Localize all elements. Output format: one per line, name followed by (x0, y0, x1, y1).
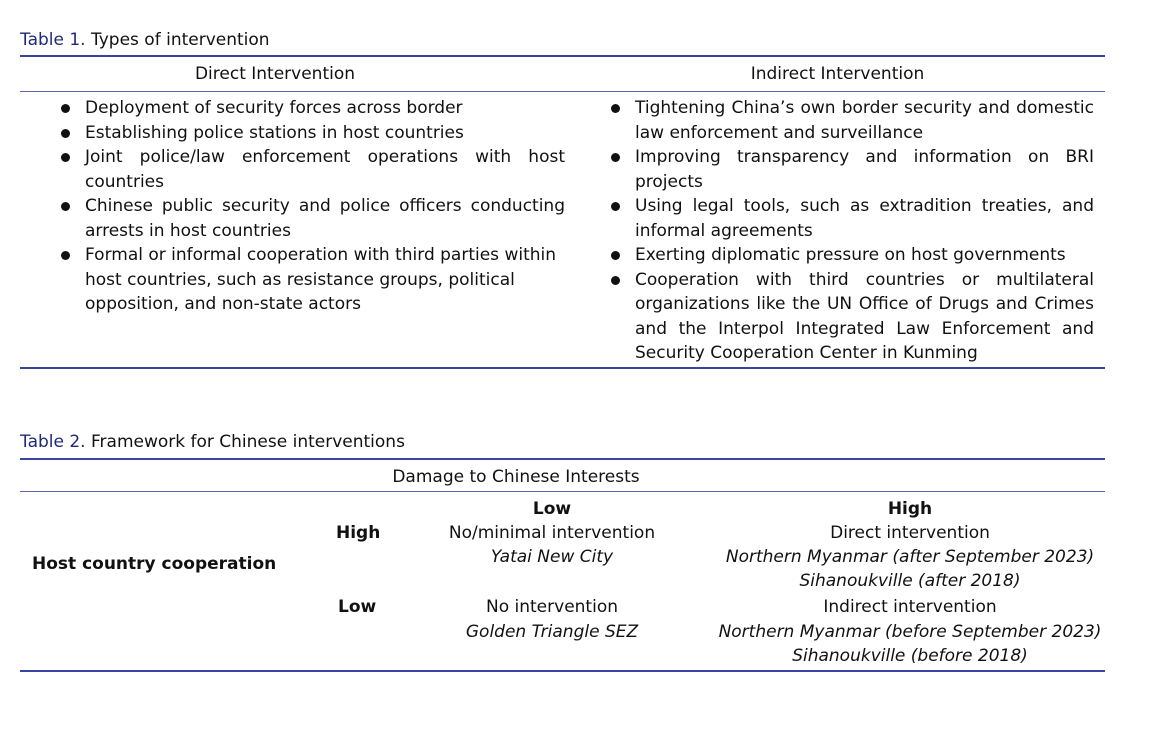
cell-low-high-example-1: Northern Myanmar (before September 2023) (718, 622, 1102, 642)
table2-spanner-header: Damage to Chinese Interests (392, 467, 640, 487)
table2-col-high: High (887, 499, 933, 519)
cell-low-high-example-2: Sihanoukville (before 2018) (792, 646, 1028, 666)
table1-caption (20, 30, 270, 50)
direct-intervention-list (59, 96, 565, 317)
table1-top-rule (20, 55, 1105, 57)
table1-label: Table 1. (20, 30, 86, 50)
table1-title: Types of intervention (91, 30, 270, 50)
table2-top-rule (20, 458, 1105, 460)
list-item: Improving transparency and information on BRI projects (609, 145, 1094, 194)
indirect-intervention-list (609, 96, 1094, 366)
table1-header-rule (20, 91, 1105, 92)
cell-low-low-example: Golden Triangle SEZ (465, 622, 639, 642)
table2-caption (20, 432, 405, 452)
table2-row-low: Low (338, 597, 377, 617)
table1-header-direct: Direct Intervention (194, 64, 356, 84)
table1-bottom-rule (20, 367, 1105, 369)
list-item: Cooperation with third countries or multilateral organizations like the UN Office of Drugs and Crimes and the Interpol Integrated Law Enforcement and Security Cooperation Center in Kunming (609, 268, 1094, 366)
cell-high-high-title: Direct intervention (830, 523, 990, 543)
cell-high-high-example-2: Sihanoukville (after 2018) (799, 571, 1021, 591)
list-item: Exerting diplomatic pressure on host governments (609, 243, 1094, 268)
table2-row-label: Host country cooperation (32, 554, 277, 574)
cell-high-low-example: Yatai New City (490, 547, 614, 567)
cell-high-low-title: No/minimal intervention (448, 523, 656, 543)
table2-header-rule (20, 491, 1105, 492)
list-item: Joint police/law enforcement operations with host countries (59, 145, 565, 194)
table2-label: Table 2. (20, 432, 86, 452)
table2-col-low: Low (532, 499, 572, 519)
table1-header-indirect: Indirect Intervention (750, 64, 925, 84)
table2-row-high: High (336, 523, 381, 543)
cell-high-high-example-1: Northern Myanmar (after September 2023) (725, 547, 1095, 567)
table2-bottom-rule (20, 670, 1105, 672)
cell-low-high-title: Indirect intervention (823, 597, 997, 617)
table2-title: Framework for Chinese interventions (91, 432, 405, 452)
list-item: Using legal tools, such as extradition treaties, and informal agreements (609, 194, 1094, 243)
list-item: Deployment of security forces across border (59, 96, 565, 121)
cell-low-low-title: No intervention (486, 597, 618, 617)
list-item: Establishing police stations in host countries (59, 121, 565, 146)
list-item: Chinese public security and police officers conducting arrests in host countries (59, 194, 565, 243)
list-item: Formal or informal cooperation with third parties within host countries, such as resistance groups, political opposition, and non-state actors (59, 243, 565, 317)
list-item: Tightening China’s own border security and domestic law enforcement and surveillance (609, 96, 1094, 145)
